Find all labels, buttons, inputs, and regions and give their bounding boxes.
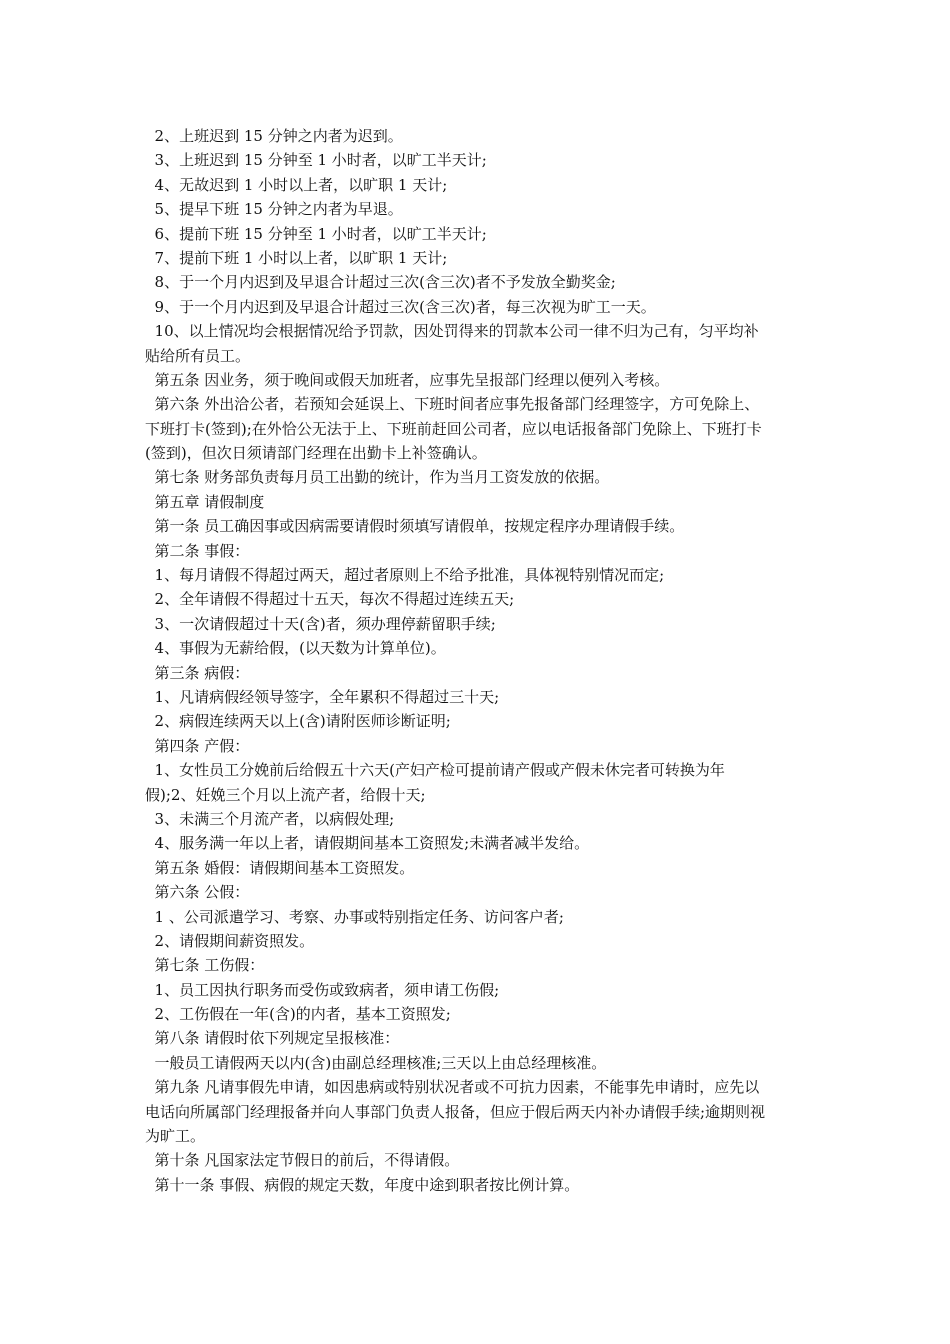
text-line: 第六条 公假：: [145, 883, 250, 902]
text-line: 7、提前下班 1 小时以上者，以旷职 1 天计;: [145, 248, 448, 267]
text-line: 10、以上情况均会根据情况给予罚款，因处罚得来的罚款本公司一律不归为己有，匀平均补: [145, 322, 759, 341]
text-line: 6、提前下班 15 分钟至 1 小时者，以旷工半天计;: [145, 224, 487, 243]
text-line: 第一条 员工确因事或因病需要请假时须填写请假单，按规定程序办理请假手续。: [145, 517, 685, 536]
text-line: 假);2、妊娩三个月以上流产者，给假十天;: [145, 785, 426, 804]
text-line: 第十条 凡国家法定节假日的前后，不得请假。: [145, 1151, 460, 1170]
text-line: 4、服务满一年以上者，请假期间基本工资照发;未满者减半发给。: [145, 834, 590, 853]
chapter-heading: 第五章 请假制度: [145, 492, 265, 511]
text-line: 4、无故迟到 1 小时以上者，以旷职 1 天计;: [145, 175, 448, 194]
text-line: 下班打卡(签到);在外恰公无法于上、下班前赶回公司者，应以电话报备部门免除上、下班打卡: [145, 419, 762, 438]
text-line: 5、提早下班 15 分钟之内者为早退。: [145, 200, 403, 219]
text-line: 2、全年请假不得超过十五天，每次不得超过连续五天;: [145, 590, 515, 609]
text-line: 第九条 凡请事假先申请，如因患病或特别状况者或不可抗力因素，不能事先申请时，应先以: [145, 1078, 760, 1097]
text-line: 第五条 因业务，须于晚间或假天加班者，应事先呈报部门经理以便列入考核。: [145, 370, 670, 389]
text-line: 第七条 工伤假：: [145, 956, 265, 975]
text-line: (签到)，但次日须请部门经理在出勤卡上补签确认。: [145, 444, 487, 463]
text-line: 3、一次请假超过十天(含)者，须办理停薪留职手续;: [145, 614, 496, 633]
text-line: 3、未满三个月流产者，以病假处理;: [145, 809, 395, 828]
text-line: 第四条 产假：: [145, 736, 250, 755]
text-line: 第十一条 事假、病假的规定天数，年度中途到职者按比例计算。: [145, 1175, 580, 1194]
text-line: 2、上班迟到 15 分钟之内者为迟到。: [145, 127, 403, 145]
text-line: 1、员工因执行职务而受伤或致病者，须申请工伤假;: [145, 980, 500, 999]
text-line: 2、病假连续两天以上(含)请附医师诊断证明;: [145, 712, 451, 731]
text-line: 第三条 病假：: [145, 663, 250, 682]
text-line: 9、于一个月内迟到及早退合计超过三次(含三次)者，每三次视为旷工一天。: [145, 297, 656, 316]
document-body: [145, 124, 810, 1197]
text-line: 8、于一个月内迟到及早退合计超过三次(含三次)者不予发放全勤奖金;: [145, 273, 616, 292]
text-line: 电话向所属部门经理报备并向人事部门负责人报备，但应于假后两天内补办请假手续;逾期则视: [145, 1102, 766, 1121]
text-line: 4、事假为无薪给假，(以天数为计算单位)。: [145, 639, 446, 658]
text-line: 2、工伤假在一年(含)的内者，基本工资照发;: [145, 1005, 451, 1024]
text-line: 3、上班迟到 15 分钟至 1 小时者，以旷工半天计;: [145, 151, 487, 170]
text-line: 2、请假期间薪资照发。: [145, 931, 315, 950]
text-line: 第七条 财务部负责每月员工出勤的统计，作为当月工资发放的依据。: [145, 468, 610, 487]
text-line: 第六条 外出洽公者，若预知会延误上、下班时间者应事先报备部门经理签字，方可免除上、: [145, 395, 760, 414]
text-line: 第八条 请假时依下列规定呈报核准：: [145, 1029, 400, 1048]
text-line: 1、女性员工分娩前后给假五十六天(产妇产检可提前请产假或产假未休完者可转换为年: [145, 761, 725, 780]
text-line: 1、每月请假不得超过两天，超过者原则上不给予批准，具体视特别情况而定;: [145, 566, 665, 585]
text-line: 贴给所有员工。: [145, 346, 251, 365]
text-line: 1 、公司派遣学习、考察、办事或特别指定任务、访问客户者;: [145, 907, 564, 926]
text-line: 为旷工。: [145, 1127, 206, 1146]
text-line: 第五条 婚假：请假期间基本工资照发。: [145, 858, 415, 877]
text-line: 一般员工请假两天以内(含)由副总经理核准;三天以上由总经理核准。: [145, 1053, 607, 1072]
text-line: 1、凡请病假经领导签字，全年累积不得超过三十天;: [145, 687, 500, 706]
text-line: 第二条 事假：: [145, 541, 250, 560]
